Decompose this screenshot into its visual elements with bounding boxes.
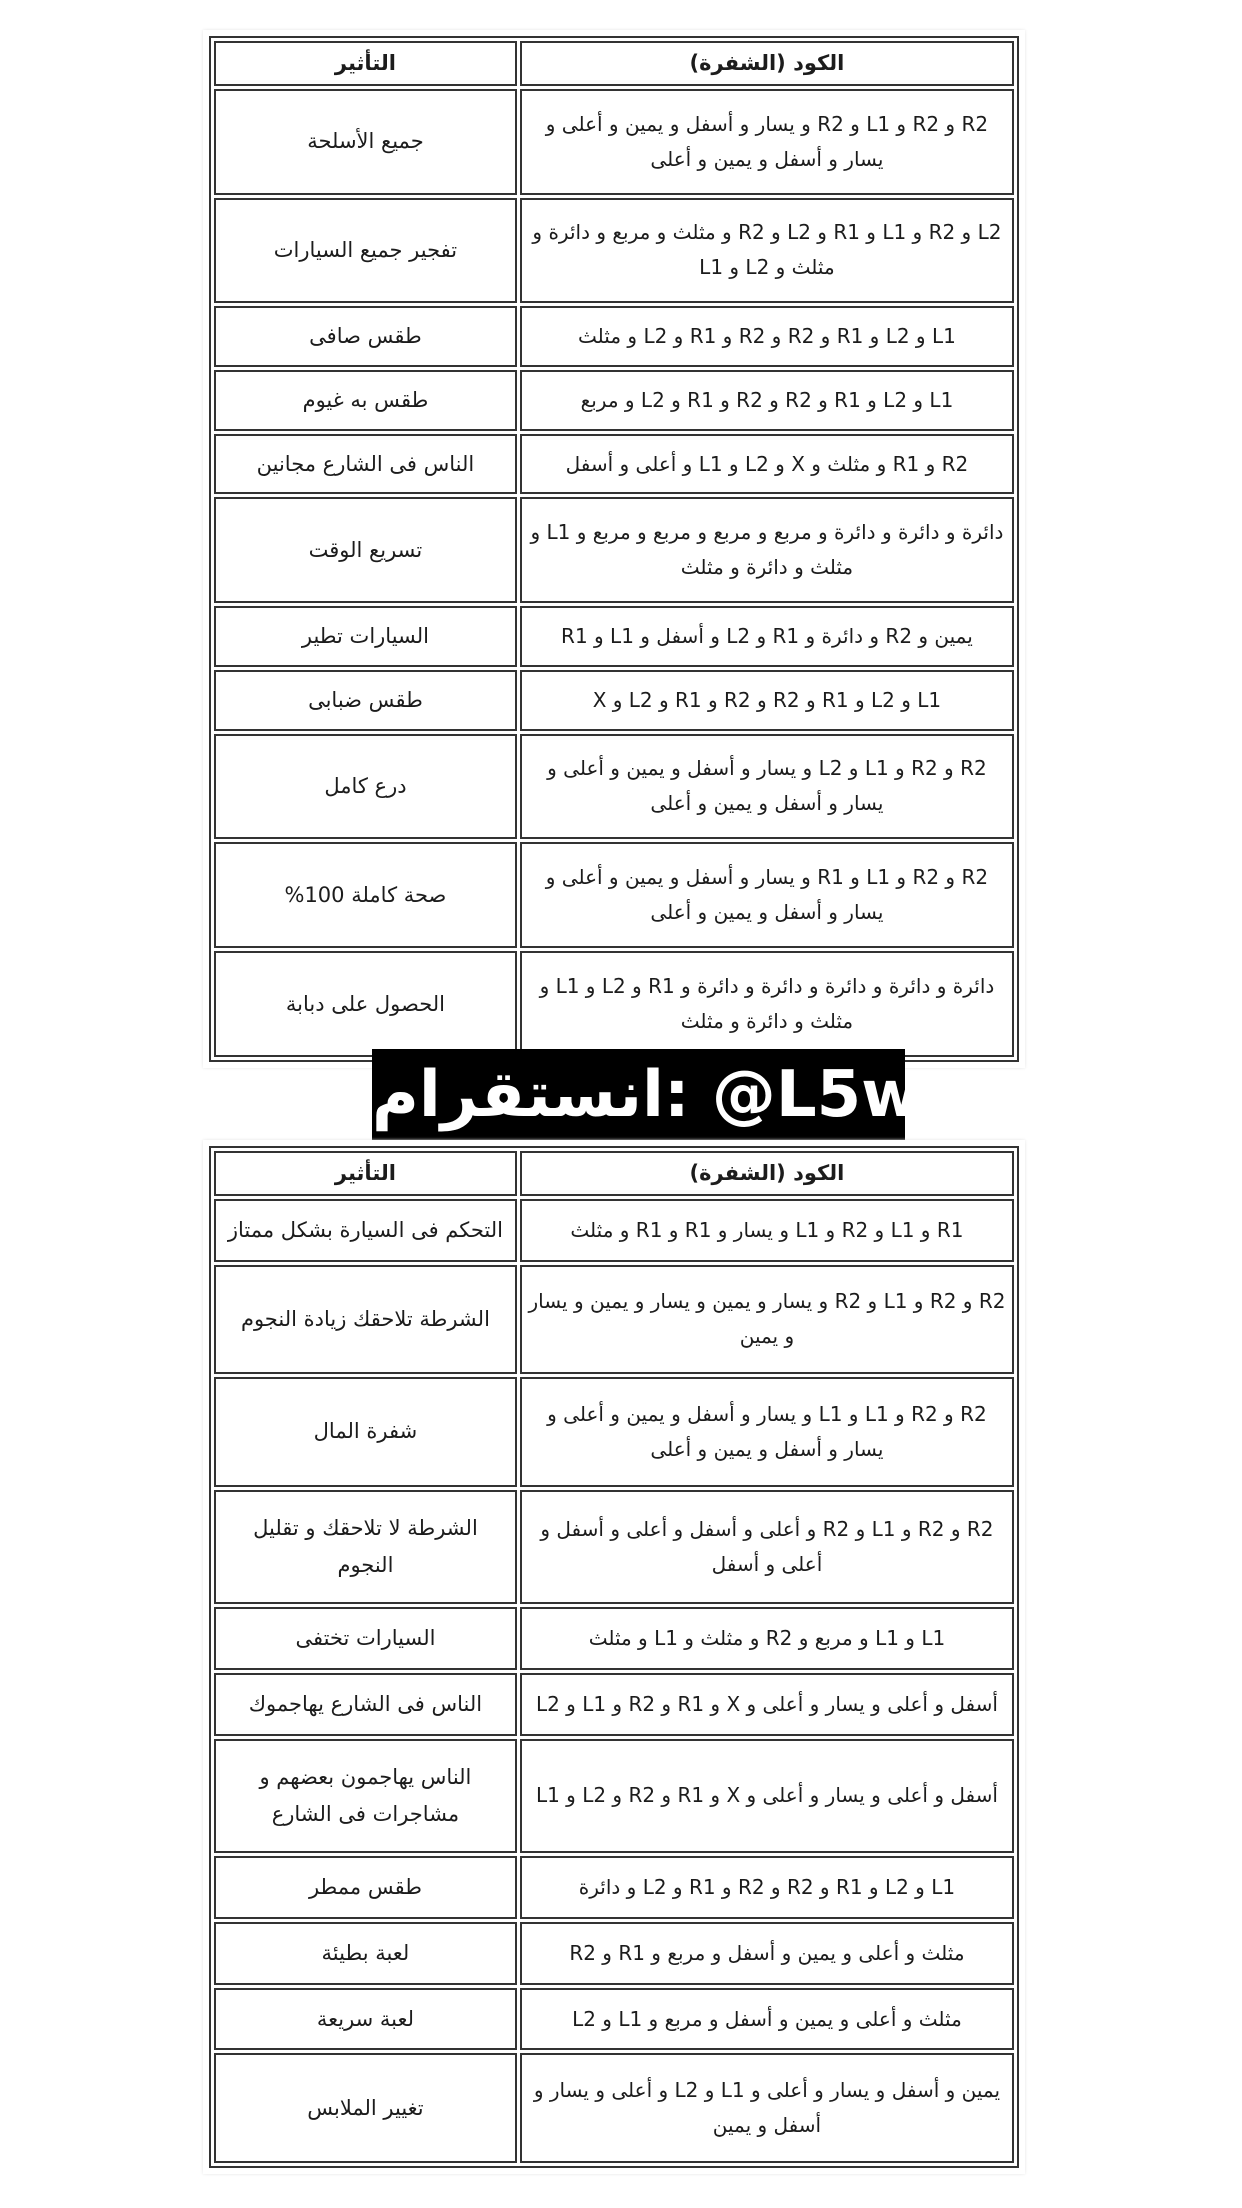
code-cell: دائرة و دائرة و دائرة و دائرة و دائرة و R1 و L2 و L1 و مثلث و دائرة و مثلث <box>520 951 1014 1057</box>
table-row <box>214 1607 1014 1670</box>
effect-cell: شفرة المال <box>214 1377 517 1486</box>
table-row <box>214 1265 1014 1374</box>
table-row <box>214 89 1014 195</box>
effect-cell: لعبة بطيئة <box>214 1922 517 1985</box>
code-cell: أسفل و أعلى و يسار و أعلى و X و R1 و R2 و L1 و L2 <box>520 1673 1014 1736</box>
table-row <box>214 370 1014 431</box>
effect-cell: السيارات تطير <box>214 606 517 667</box>
table-row <box>214 951 1014 1057</box>
code-cell: R2 و R1 و مثلث و X و L2 و L1 و أعلى و أسفل <box>520 434 1014 495</box>
effect-cell: الشرطة تلاحقك زيادة النجوم <box>214 1265 517 1374</box>
cheat-table-2 <box>203 1140 1025 2174</box>
table-header-row <box>214 41 1014 86</box>
cheat-codes-table <box>209 36 1019 1062</box>
effect-cell: صحة كاملة 100% <box>214 842 517 948</box>
code-cell: L1 و L2 و R1 و R2 و R2 و R1 و L2 و دائرة <box>520 1856 1014 1919</box>
effect-cell: السيارات تختفى <box>214 1607 517 1670</box>
header-code: الكود (الشفرة) <box>520 41 1014 86</box>
code-cell: R2 و R2 و L1 و R1 و يسار و أسفل و يمين و أعلى و يسار و أسفل و يمين و أعلى <box>520 842 1014 948</box>
code-cell: L1 و L1 و مربع و R2 و مثلث و L1 و مثلث <box>520 1607 1014 1670</box>
effect-cell: الحصول على دبابة <box>214 951 517 1057</box>
cheat-table-1 <box>203 30 1025 1068</box>
table-header-row <box>214 1151 1014 1196</box>
table-row <box>214 606 1014 667</box>
table-row <box>214 1490 1014 1604</box>
table-row <box>214 842 1014 948</box>
effect-cell: جميع الأسلحة <box>214 89 517 195</box>
table-row <box>214 1922 1014 1985</box>
effect-cell: الناس فى الشارع يهاجموك <box>214 1673 517 1736</box>
table-row <box>214 1673 1014 1736</box>
code-cell: R2 و R2 و L1 و L1 و يسار و أسفل و يمين و أعلى و يسار و أسفل و يمين و أعلى <box>520 1377 1014 1486</box>
table-row <box>214 1739 1014 1853</box>
code-cell: L1 و L2 و R1 و R2 و R2 و R1 و L2 و مربع <box>520 370 1014 431</box>
code-cell: R2 و R2 و L1 و R2 و أعلى و أسفل و أعلى و أسفل و أعلى و أسفل <box>520 1490 1014 1604</box>
code-cell: R1 و L1 و R2 و L1 و يسار و R1 و R1 و مثلث <box>520 1199 1014 1262</box>
effect-cell: تغيير الملابس <box>214 2053 517 2163</box>
effect-cell: طقس به غيوم <box>214 370 517 431</box>
table-row <box>214 1199 1014 1262</box>
table-row <box>214 1377 1014 1486</box>
table-row <box>214 497 1014 603</box>
table-row <box>214 2053 1014 2163</box>
table-row <box>214 1988 1014 2051</box>
effect-cell: الناس يهاجمون بعضهم و مشاجرات فى الشارع <box>214 1739 517 1853</box>
code-cell: L1 و L2 و R1 و R2 و R2 و R1 و L2 و X <box>520 670 1014 731</box>
effect-cell: الناس فى الشارع مجانين <box>214 434 517 495</box>
effect-cell: طقس ضبابى <box>214 670 517 731</box>
header-effect: التأثير <box>214 41 517 86</box>
header-effect: التأثير <box>214 1151 517 1196</box>
code-cell: مثلث و أعلى و يمين و أسفل و مربع و R1 و R2 <box>520 1922 1014 1985</box>
table-row <box>214 1856 1014 1919</box>
header-code: الكود (الشفرة) <box>520 1151 1014 1196</box>
effect-cell: درع كامل <box>214 734 517 840</box>
effect-cell: الشرطة لا تلاحقك و تقليل النجوم <box>214 1490 517 1604</box>
effect-cell: طقس صافى <box>214 306 517 367</box>
effect-cell: طقس ممطر <box>214 1856 517 1919</box>
code-cell: R2 و R2 و L1 و R2 و يسار و يمين و يسار و يمين و يسار و يمين <box>520 1265 1014 1374</box>
table-row <box>214 306 1014 367</box>
cheat-codes-table <box>209 1146 1019 2168</box>
code-cell: مثلث و أعلى و يمين و أسفل و مربع و L1 و L2 <box>520 1988 1014 2051</box>
instagram-handle-banner: انستقرام: @L5wc <box>372 1049 905 1141</box>
table-row <box>214 434 1014 495</box>
effect-cell: تفجير جميع السيارات <box>214 198 517 304</box>
code-cell: L1 و L2 و R1 و R2 و R2 و R1 و L2 و مثلث <box>520 306 1014 367</box>
effect-cell: لعبة سريعة <box>214 1988 517 2051</box>
table-row <box>214 734 1014 840</box>
effect-cell: التحكم فى السيارة بشكل ممتاز <box>214 1199 517 1262</box>
code-cell: يمين و أسفل و يسار و أعلى و L1 و L2 و أعلى و يسار و أسفل و يمين <box>520 2053 1014 2163</box>
code-cell: L2 و R2 و L1 و R1 و L2 و R2 و مثلث و مربع و دائرة و مثلث و L2 و L1 <box>520 198 1014 304</box>
code-cell: R2 و R2 و L1 و R2 و يسار و أسفل و يمين و أعلى و يسار و أسفل و يمين و أعلى <box>520 89 1014 195</box>
effect-cell: تسريع الوقت <box>214 497 517 603</box>
code-cell: R2 و R2 و L1 و L2 و يسار و أسفل و يمين و أعلى و يسار و أسفل و يمين و أعلى <box>520 734 1014 840</box>
table-row <box>214 198 1014 304</box>
table-row <box>214 670 1014 731</box>
code-cell: دائرة و دائرة و دائرة و مربع و مربع و مربع و مربع و L1 و مثلث و دائرة و مثلث <box>520 497 1014 603</box>
code-cell: أسفل و أعلى و يسار و أعلى و X و R1 و R2 و L2 و L1 <box>520 1739 1014 1853</box>
code-cell: يمين و R2 و دائرة و R1 و L2 و أسفل و L1 و R1 <box>520 606 1014 667</box>
